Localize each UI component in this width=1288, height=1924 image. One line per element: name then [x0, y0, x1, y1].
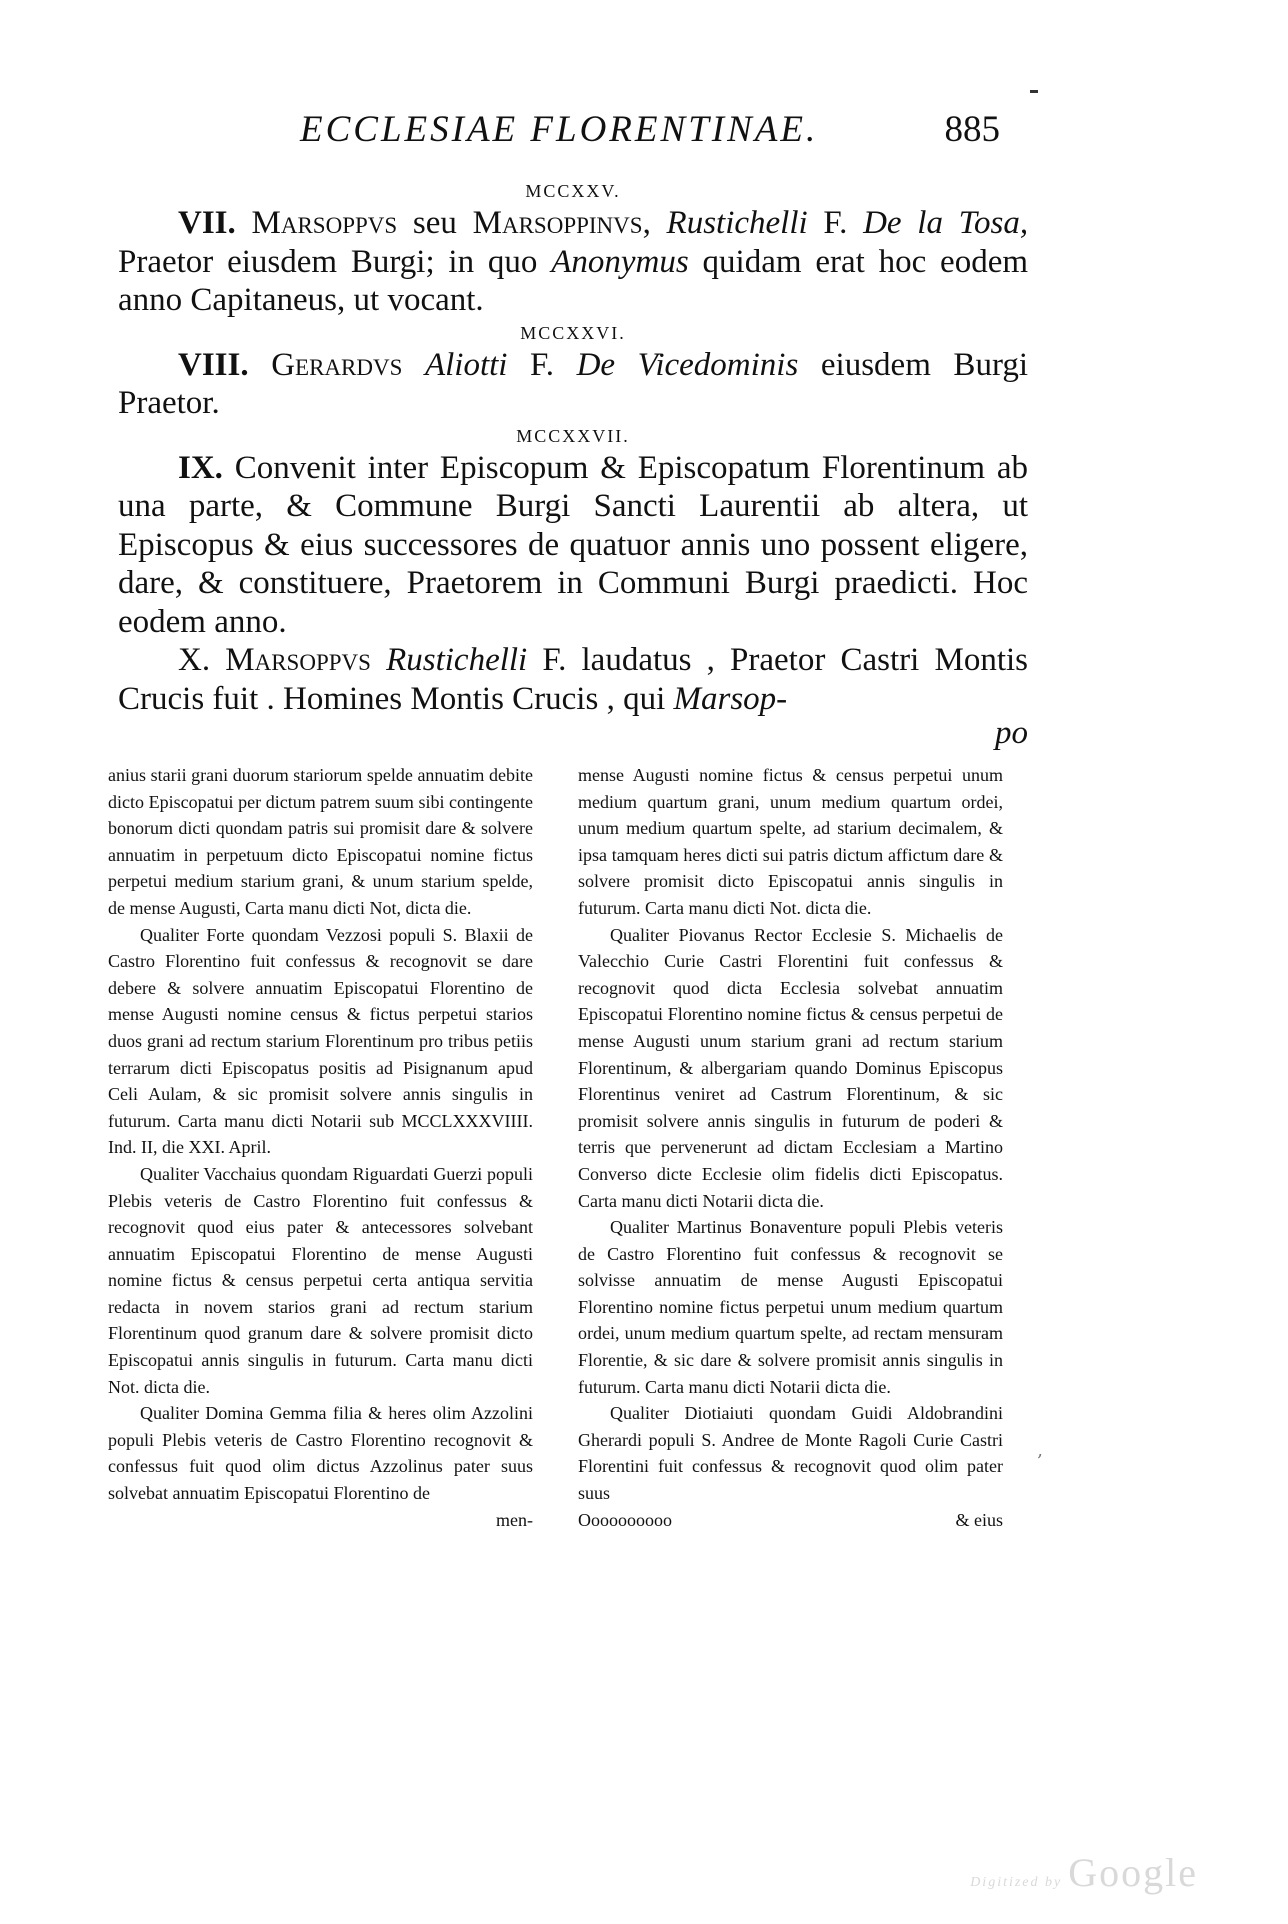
person-name: Marsoppvs: [251, 205, 398, 241]
person-name: Marsoppvs: [225, 642, 371, 678]
catchword: men-: [496, 1509, 533, 1530]
column-paragraph: Qualiter Diotiaiuti quondam Guidi Aldobrandini Gherardi populi S. Andree de Monte Ragoli Curie Castri Florentini fuit confessus & recognovit quod olim pater suus: [578, 1403, 1003, 1504]
running-head: ECCLESIAE FLORENTINAE.: [300, 109, 819, 150]
ink-mark: [1030, 90, 1038, 93]
text-run: quidam erat hoc eodem anno Capitaneus, ut vocant.: [118, 243, 1029, 318]
column-paragraph: Qualiter Vacchaius quondam Riguardati Guerzi populi Plebis veteris de Castro Florentino fuit confessus & recognovit quod eius pater & antecessores solvebant annuatim Episcopatui Florentino de mense Augusti nomine fictus & census perpetui certa antiqua servitia redacta in novem starios grani ad rectum starium Florentinum quod granum dare & solvere promisit dicto Episcopatui annis singulis in futurum. Carta manu dicti Not. dicta die.: [108, 1163, 533, 1397]
paragraph-vii: [118, 204, 1028, 320]
paragraph-number: X.: [178, 642, 211, 678]
catchword: & eius: [955, 1509, 1003, 1530]
text-run: eiusdem Burgi Praetor.: [118, 346, 1029, 421]
main-text: [118, 178, 1028, 753]
text-run: Convenit inter Episcopum & Episcopatum Florentinum ab una parte, & Commune Burgi Sancti Laurentii ab altera, ut Episcopus & eius successores de quatuor annis uno possent eligere, dare, & constituere, Praetorem in Communi Burgi praedicti. Hoc eodem anno.: [118, 449, 1029, 640]
year-heading: MCCXXVII.: [516, 425, 630, 446]
text-run: F.: [823, 205, 848, 241]
signature-line: [578, 1507, 1003, 1534]
year-heading: MCCXXV.: [525, 181, 621, 201]
signature-mark: Oooooooooo: [578, 1509, 672, 1530]
paragraph-number: IX.: [178, 449, 223, 486]
paragraph-number: VIII.: [178, 346, 249, 383]
column-paragraph: mense Augusti nomine fictus & census perpetui unum medium quartum grani, unum medium quartum ordei, unum medium quartum spelte, ad starium decimalem, & ipsa tamquam heres dicti sui patris dictum affictum dare & solvere promisit dicto Episcopatui annis singulis in futurum. Carta manu dicti Not. dicta die.: [578, 765, 1003, 918]
left-column: [108, 762, 533, 1533]
italic-word: Anonymus: [551, 243, 689, 280]
margin-mark: ,: [1037, 1440, 1043, 1461]
patronymic: Rustichelli: [666, 205, 808, 241]
column-paragraph: Qualiter Forte quondam Vezzosi populi S. Blaxii de Castro Florentino fuit confessus & recognovit se dare debere & solvere annuatim Episcopatui Florentino de mense Augusti nomine census & fictus perpetui starios duos grani ad rectum starium Florentinum pro tribus petiis terrarum dicti Episcopatus positis ad Pisignanum apud Celi Aulam, & sic promisit solvere annis singulis in futurum. Carta manu dicti Notarii sub MCCLXXXVIIII. Ind. II, die XXI. April.: [108, 924, 533, 1158]
italic-word: Marsop-: [673, 680, 788, 717]
paragraph-ix: [118, 449, 1028, 642]
column-paragraph: anius starii grani duorum stariorum spelde annuatim debite dicto Episcopatui per dictum patrem suum sibi contingente bonorum dicti quondam patris sui promisit dare & solvere annuatim in perpetuum dicto Episcopatui nomine fictus perpetui medium starium grani, & unum starium spelde, de mense Augusti, Carta manu dicti Not, dicta die.: [108, 765, 533, 918]
column-paragraph: Qualiter Piovanus Rector Ecclesie S. Michaelis de Valecchio Curie Castri Florentini fuit confessus & recognovit quod dicta Ecclesia solvebat annuatim Episcopatui Florentino nomine fictus & census perpetui de mense Augusti unum starium grani ad rectum starium Florentinum, & albergariam quando Dominus Episcopus Florentinus veniret ad Castrum Florentinum, & sic promisit solvere annis singulis in futurum de poderi & terris que pervenerunt ad dictam Ecclesiam a Martino Converso dicte Ecclesie olim fidelis dicti Episcopatus. Carta manu dicti Notarii dicta die.: [578, 924, 1003, 1211]
paragraph-number: VII.: [178, 205, 236, 241]
paragraph-x: [118, 641, 1028, 718]
watermark-prefix: Digitized by: [970, 1875, 1063, 1890]
column-paragraph: Qualiter Domina Gemma filia & heres olim Azzolini populi Plebis veteris de Castro Florentino recognovit & confessus fuit quod olim dictus Azzolinus pater suus solvebat annuatim Episcopatui Florentino de: [108, 1403, 533, 1504]
text-run: seu: [412, 205, 457, 241]
text-run: F. laudatus , Praetor Castri Montis Crucis fuit . Homines Montis Crucis , qui: [118, 642, 1028, 717]
family-name: De Vicedominis: [576, 346, 799, 383]
family-name: De la Tosa,: [863, 205, 1029, 241]
scan-watermark: [970, 1849, 1198, 1896]
person-name: Gerardvs: [271, 346, 403, 383]
column-paragraph: Qualiter Martinus Bonaventure populi Plebis veteris de Castro Florentino fuit confessus & recognovit se solvisse annuatim de mense Augusti Episcopatui Florentino nomine fictus perpetui unum medium quartum ordei, unum medium quartum spelte, ad rectam mensuram Florentie, & sic dare & solvere promisit annis singulis in futurum. Carta manu dicti Notarii dicta die.: [578, 1217, 1003, 1397]
person-name: Marsoppinvs,: [472, 205, 651, 241]
year-heading: MCCXXVI.: [520, 322, 626, 343]
paragraph-viii: [118, 346, 1028, 423]
text-run: Praetor eiusdem Burgi; in quo: [118, 243, 538, 280]
page-header: [300, 108, 1060, 158]
page-number: 885: [944, 109, 1000, 150]
patronymic: Rustichelli: [386, 642, 528, 678]
right-column: [578, 762, 1003, 1533]
catchword: po: [995, 715, 1028, 751]
patronymic: Aliotti: [424, 346, 508, 383]
watermark-logo: Google: [1068, 1850, 1198, 1895]
text-run: F.: [530, 346, 554, 383]
